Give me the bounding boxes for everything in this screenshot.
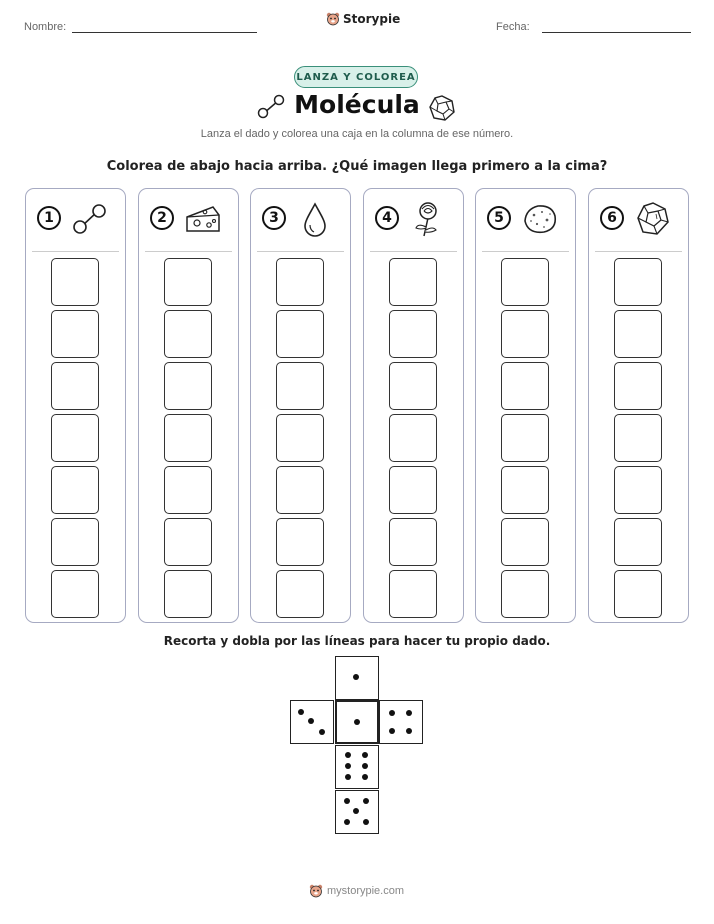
subtitle: Lanza el dado y colorea una caja en la columna de ese número. (200, 128, 514, 140)
color-box[interactable] (164, 570, 212, 618)
color-box[interactable] (614, 466, 662, 514)
column-divider (595, 251, 682, 252)
color-box[interactable] (501, 414, 549, 462)
color-box[interactable] (614, 414, 662, 462)
column-divider (370, 251, 457, 252)
column-divider (32, 251, 119, 252)
crystal-icon (633, 201, 673, 237)
color-box[interactable] (389, 414, 437, 462)
pip (345, 763, 351, 769)
color-box[interactable] (276, 362, 324, 410)
column-5 (475, 188, 576, 623)
date-label: Fecha: (496, 21, 530, 33)
color-box[interactable] (51, 570, 99, 618)
column-2 (138, 188, 239, 623)
color-box[interactable] (51, 466, 99, 514)
instruction: Colorea de abajo hacia arriba. ¿Qué imagen llega primero a la cima? (106, 159, 608, 174)
column-divider (482, 251, 569, 252)
column-number: 6 (600, 206, 624, 230)
die-face-5 (335, 790, 379, 834)
color-box[interactable] (614, 570, 662, 618)
column-number: 5 (487, 206, 511, 230)
activity-badge: LANZA Y COLOREA (294, 66, 418, 88)
page-title: Molécula (294, 90, 420, 119)
bear-icon (326, 12, 340, 26)
color-box[interactable] (164, 518, 212, 566)
die-face-4 (379, 700, 423, 744)
die-face-6 (335, 745, 379, 789)
pip (389, 710, 395, 716)
cut-instruction: Recorta y dobla por las líneas para hacer tu propio dado. (163, 634, 551, 648)
color-box[interactable] (276, 414, 324, 462)
pip (345, 752, 351, 758)
cheese-icon (183, 201, 223, 237)
color-box[interactable] (276, 310, 324, 358)
column-1 (25, 188, 126, 623)
pip (308, 718, 314, 724)
column-divider (257, 251, 344, 252)
date-line[interactable] (542, 32, 691, 33)
color-box[interactable] (164, 414, 212, 462)
brand-name: Storypie (343, 12, 401, 26)
color-box[interactable] (276, 518, 324, 566)
color-box[interactable] (389, 518, 437, 566)
name-line[interactable] (72, 32, 257, 33)
column-6 (588, 188, 689, 623)
pip (353, 808, 359, 814)
color-box[interactable] (164, 362, 212, 410)
brand-logo (326, 12, 400, 26)
color-box[interactable] (389, 570, 437, 618)
color-box[interactable] (276, 466, 324, 514)
color-box[interactable] (276, 570, 324, 618)
pip (353, 674, 359, 680)
die-face-1-center (335, 700, 379, 744)
color-box[interactable] (614, 362, 662, 410)
color-box[interactable] (389, 466, 437, 514)
color-box[interactable] (614, 258, 662, 306)
column-number: 4 (375, 206, 399, 230)
color-box[interactable] (501, 570, 549, 618)
pip (298, 709, 304, 715)
color-box[interactable] (51, 518, 99, 566)
pip (362, 774, 368, 780)
crystal-icon (428, 94, 456, 122)
bear-icon (309, 884, 323, 898)
color-box[interactable] (389, 362, 437, 410)
color-box[interactable] (501, 258, 549, 306)
pip (389, 728, 395, 734)
pip (354, 719, 360, 725)
rose-icon (408, 201, 448, 237)
color-box[interactable] (389, 310, 437, 358)
color-box[interactable] (501, 518, 549, 566)
color-box[interactable] (164, 258, 212, 306)
footer (309, 884, 404, 898)
color-box[interactable] (501, 310, 549, 358)
pip (406, 728, 412, 734)
color-box[interactable] (51, 258, 99, 306)
pip (319, 729, 325, 735)
column-number: 2 (150, 206, 174, 230)
pip (362, 763, 368, 769)
color-box[interactable] (51, 310, 99, 358)
color-box[interactable] (501, 466, 549, 514)
color-box[interactable] (276, 258, 324, 306)
color-box[interactable] (51, 362, 99, 410)
color-box[interactable] (614, 310, 662, 358)
color-box[interactable] (164, 310, 212, 358)
die-face-1 (335, 656, 379, 700)
pip (363, 798, 369, 804)
molecule-icon (70, 201, 110, 237)
color-box[interactable] (51, 414, 99, 462)
column-divider (145, 251, 232, 252)
droplet-icon (295, 201, 335, 237)
footer-url[interactable]: mystorypie.com (327, 885, 405, 897)
column-number: 3 (262, 206, 286, 230)
pip (344, 819, 350, 825)
pip (345, 774, 351, 780)
pip (406, 710, 412, 716)
die-face-3 (290, 700, 334, 744)
color-box[interactable] (389, 258, 437, 306)
column-number: 1 (37, 206, 61, 230)
rock-icon (520, 201, 560, 237)
color-box[interactable] (614, 518, 662, 566)
name-label: Nombre: (24, 21, 67, 33)
column-4 (363, 188, 464, 623)
column-3 (250, 188, 351, 623)
pip (344, 798, 350, 804)
pip (362, 752, 368, 758)
die-net (290, 656, 424, 836)
pip (363, 819, 369, 825)
color-box[interactable] (164, 466, 212, 514)
color-box[interactable] (501, 362, 549, 410)
